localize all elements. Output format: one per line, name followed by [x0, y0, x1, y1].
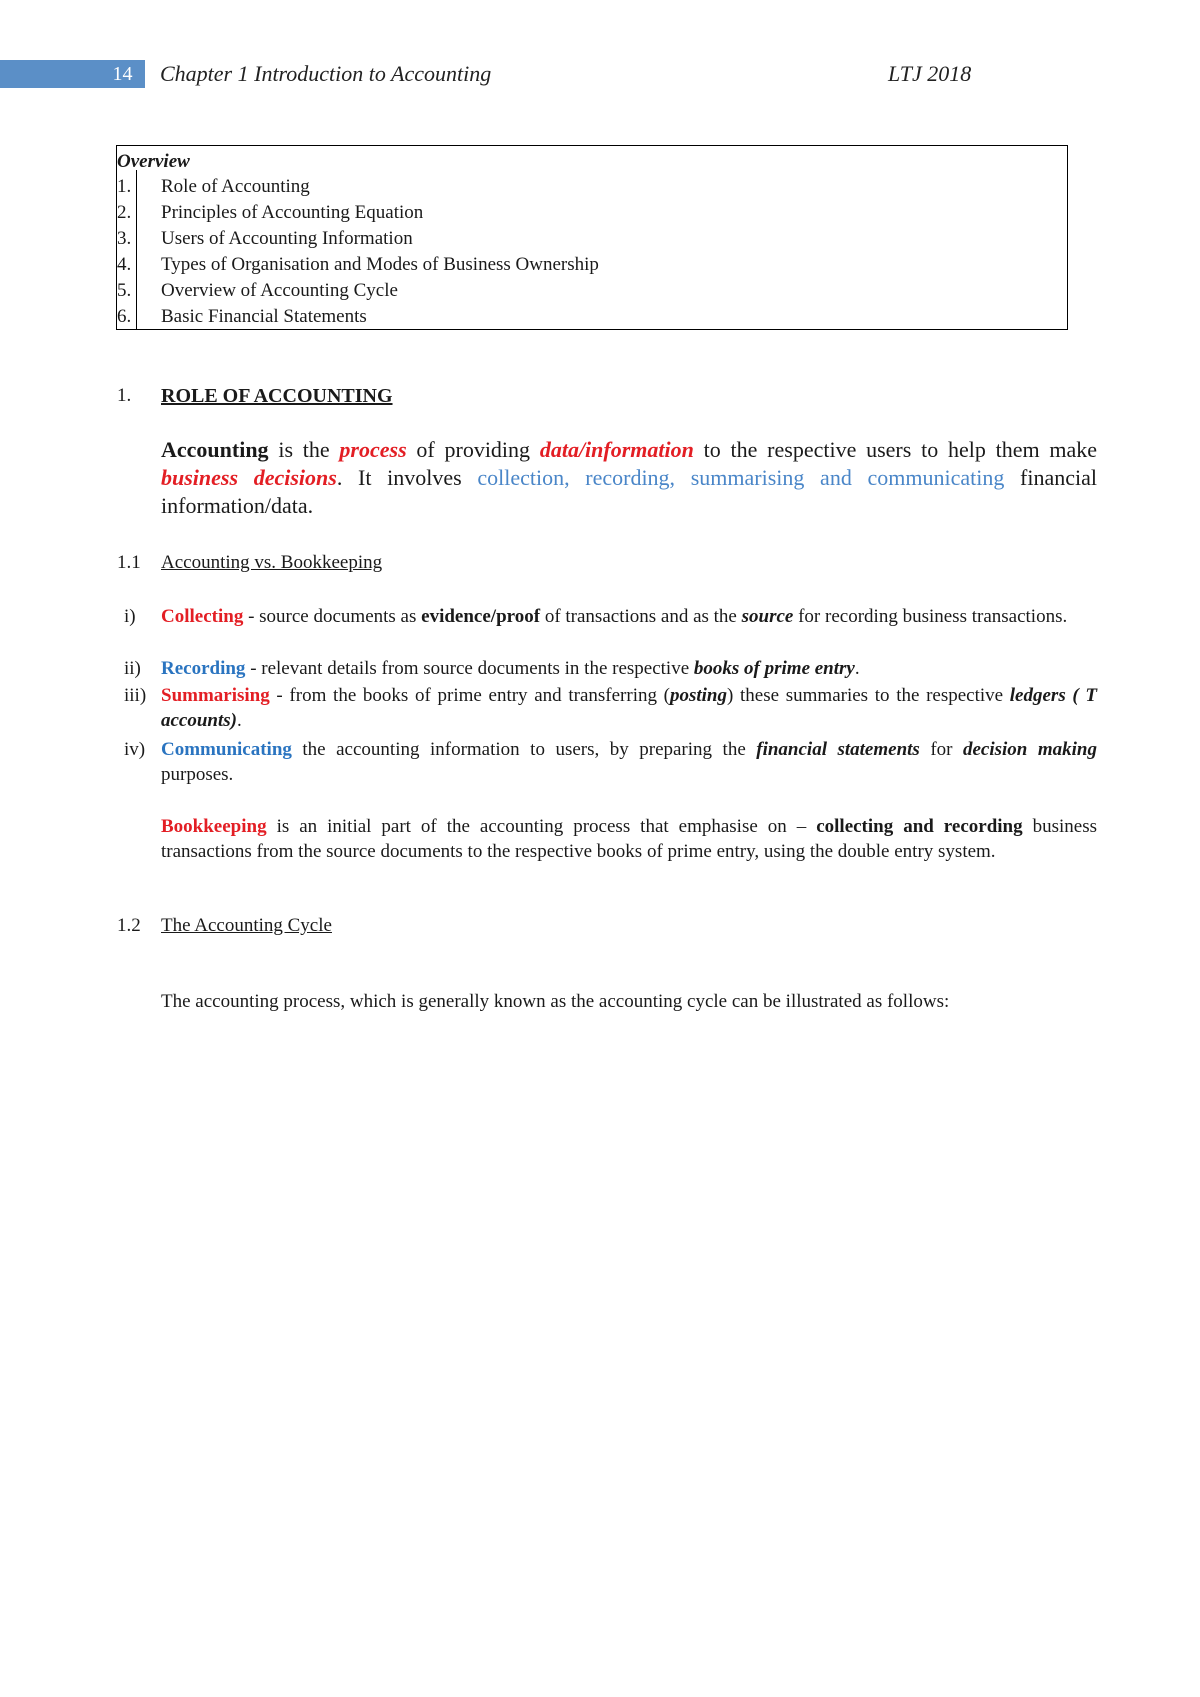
text: business transactions from the source documents to the respective books of prime entry, using the double entry system. [161, 816, 1097, 862]
page-number: 14 [112, 63, 133, 85]
keyword: Bookkeeping [161, 816, 267, 837]
keyword: ledgers ( T accounts) [161, 685, 1098, 731]
keyword: posting [669, 685, 728, 706]
text: is an initial part of the accounting process that emphasise on – [266, 816, 817, 837]
list-marker: i) [124, 606, 136, 627]
keyword: books of prime entry [693, 658, 855, 679]
overview-title: Overview [117, 151, 190, 172]
keyword: Communicating [161, 739, 292, 760]
text: of transactions and as the [540, 606, 742, 627]
definition-paragraph [161, 436, 1097, 520]
text: for [919, 739, 963, 760]
list-item-text [161, 737, 1097, 787]
text: . [237, 710, 242, 731]
text: for recording business transactions. [793, 606, 1068, 627]
overview-item-number: 2. [117, 202, 132, 223]
list-item [124, 656, 1097, 681]
para-text: financial information/data. [161, 465, 1097, 518]
list-item [124, 737, 1097, 787]
overview-divider [136, 170, 137, 330]
text: ) these summaries to the respective [727, 685, 1010, 706]
list-marker: ii) [124, 658, 141, 679]
overview-item-label: Overview of Accounting Cycle [161, 280, 398, 301]
list-item-text [161, 656, 1097, 681]
overview-item-number: 3. [117, 228, 132, 249]
keyword: Collecting [161, 606, 244, 627]
keyword: source [741, 606, 794, 627]
overview-item-label: Types of Organisation and Modes of Business Ownership [161, 254, 599, 275]
list-item [124, 683, 1097, 733]
term-process: process [339, 437, 407, 462]
section-number: 1. [117, 385, 132, 406]
overview-item-label: Basic Financial Statements [161, 306, 367, 327]
overview-item-label: Role of Accounting [161, 176, 310, 197]
overview-item-label: Users of Accounting Information [161, 228, 413, 249]
text: - source documents as [243, 606, 422, 627]
text: purposes. [161, 764, 234, 785]
header-right-text: LTJ 2018 [888, 61, 972, 86]
keyword: collecting and recording [816, 816, 1023, 837]
overview-item-number: 4. [117, 254, 132, 275]
subsection-number: 1.2 [117, 915, 141, 936]
keyword: decision making [962, 739, 1097, 760]
term-process-steps: collection, recording, summarising and communicating [477, 465, 1005, 490]
subsection-number: 1.1 [117, 552, 141, 573]
overview-item-number: 1. [117, 176, 132, 197]
subsection-title: The Accounting Cycle [161, 915, 332, 936]
keyword: Recording [161, 658, 246, 679]
section-title: ROLE OF ACCOUNTING [161, 385, 393, 407]
text: the accounting information to users, by preparing the [291, 739, 757, 760]
term-data-information: data/information [539, 437, 694, 462]
list-item-text [161, 604, 1097, 629]
overview-item-number: 5. [117, 280, 132, 301]
bookkeeping-paragraph [161, 814, 1097, 864]
keyword: Summarising [161, 685, 270, 706]
list-marker: iii) [124, 685, 147, 706]
overview-item-label: Principles of Accounting Equation [161, 202, 424, 223]
text: . [854, 658, 860, 679]
text: - relevant details from source documents in the respective [245, 658, 694, 679]
chapter-title: Chapter 1 Introduction to Accounting [160, 61, 492, 86]
keyword: financial statements [756, 739, 920, 760]
subsection-title: Accounting vs. Bookkeeping [161, 552, 383, 573]
accounting-cycle-intro: The accounting process, which is generally known as the accounting cycle can be illustrated as follows: [161, 991, 950, 1012]
para-text: is the [268, 437, 340, 462]
text: - from the books of prime entry and transferring ( [269, 685, 670, 706]
list-item-text [161, 683, 1097, 733]
para-text: to the respective users to help them make [693, 437, 1097, 462]
overview-item-number: 6. [117, 306, 132, 327]
para-text: of providing [406, 437, 540, 462]
term-business-decisions: business decisions [161, 465, 337, 490]
list-item [124, 604, 1097, 629]
para-text: . It involves [336, 465, 478, 490]
keyword: evidence/proof [421, 606, 541, 627]
list-marker: iv) [124, 739, 146, 760]
term-accounting: Accounting [161, 437, 269, 462]
